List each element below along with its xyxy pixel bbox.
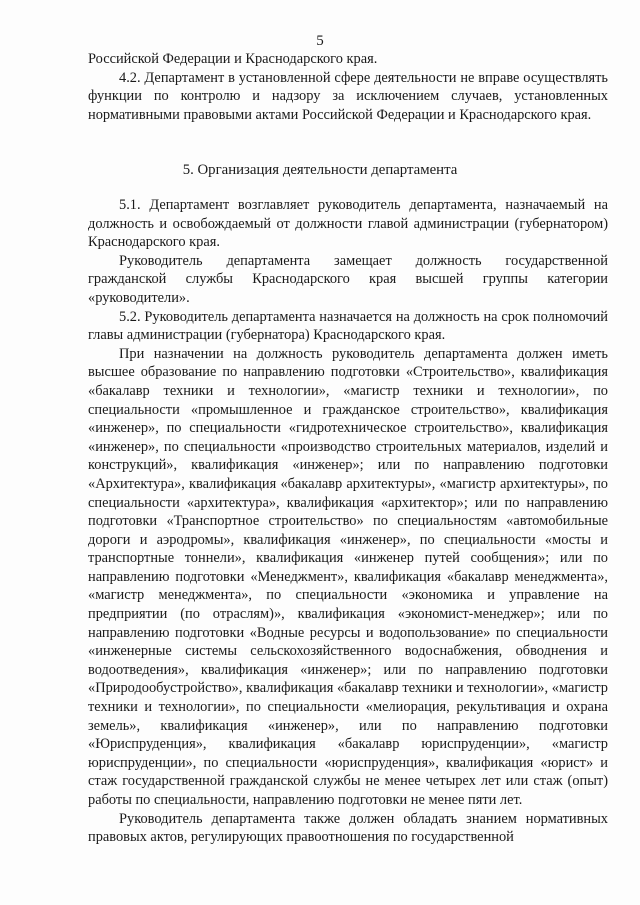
continuation-line: Российской Федерации и Краснодарского края.: [88, 51, 378, 67]
top-text-block: [88, 50, 608, 124]
paragraph-head-position: Руководитель департамента замещает должность государственной гражданской службы Краснодарского края высшей группы категории «руководители».: [88, 252, 608, 306]
section-heading: 5. Организация деятельности департамента: [182, 162, 458, 178]
paragraph-5-1: 5.1. Департамент возглавляет руководитель департамента, назначаемый на должность и освобождаемый от должности главой администрации (губернатором) Краснодарского края.: [88, 197, 608, 251]
paragraph-5-2: 5.2. Руководитель департамента назначается на должность на срок полномочий главы администрации (губернатора) Краснодарского края.: [88, 308, 608, 344]
paragraph-knowledge: Руководитель департамента также должен обладать знанием нормативных правовых актов, регулирующих правоотношения по государственной: [88, 810, 608, 846]
paragraph-4-2: 4.2. Департамент в установленной сфере деятельности не вправе осуществлять функции по контролю и надзору за исключением случаев, установленных нормативными правовыми актами Российской Федерации и Краснодарского края.: [88, 69, 608, 123]
paragraph-qualifications: При назначении на должность руководитель департамента должен иметь высшее образование по направлению подготовки «Строительство», квалификация «бакалавр техники и технологии», «магистр техники и технологии», по специальности «промышленное и гражданское строительство», квалификация «инженер», по специальности «гидротехническое строительство», квалификация «инженер», по специальности «производство строительных материалов, изделий и конструкций», квалификация «инженер»; или по направлению подготовки «Архитектура», квалификация «бакалавр архитектуры», «магистр архитектуры», по специальности «архитектура», квалификация «архитектор»; или по направлению подготовки «Транспортное строительство» по специальностям «автомобильные дороги и аэродромы», квалификация «инженер», по специальности «мосты и транспортные тоннели», квалификация «инженер путей сообщения»; или по направлению подготовки «Менеджмент», квалификация «бакалавр менеджмента», «магистр менеджмента», по специальности «экономика и управление на предприятии (по отраслям)», квалификация «экономист-менеджер»; или по направлению подготовки «Водные ресурсы и водопользование» по специальности «инженерные системы сельскохозяйственного водоснабжения, обводнения и водоотведения», квалификация «инженер»; или по направлению подготовки «Природообустройство», квалификация «бакалавр техники и технологии», «магистр техники и технологии», по специальности «мелиорация, рекультивация и охрана земель», квалификация «инженер», или по направлению подготовки «Юриспруденция», квалификация «бакалавр юриспруденции», «магистр юриспруденции», по специальности «юриспруденция», квалификация «юрист» и стаж государственной гражданской службы не менее четырех лет или стаж (опыт) работы по специальности, направлению подготовки не менее пяти лет.: [88, 345, 608, 808]
section-5-body: [88, 196, 608, 847]
page-number: 5: [316, 33, 324, 49]
